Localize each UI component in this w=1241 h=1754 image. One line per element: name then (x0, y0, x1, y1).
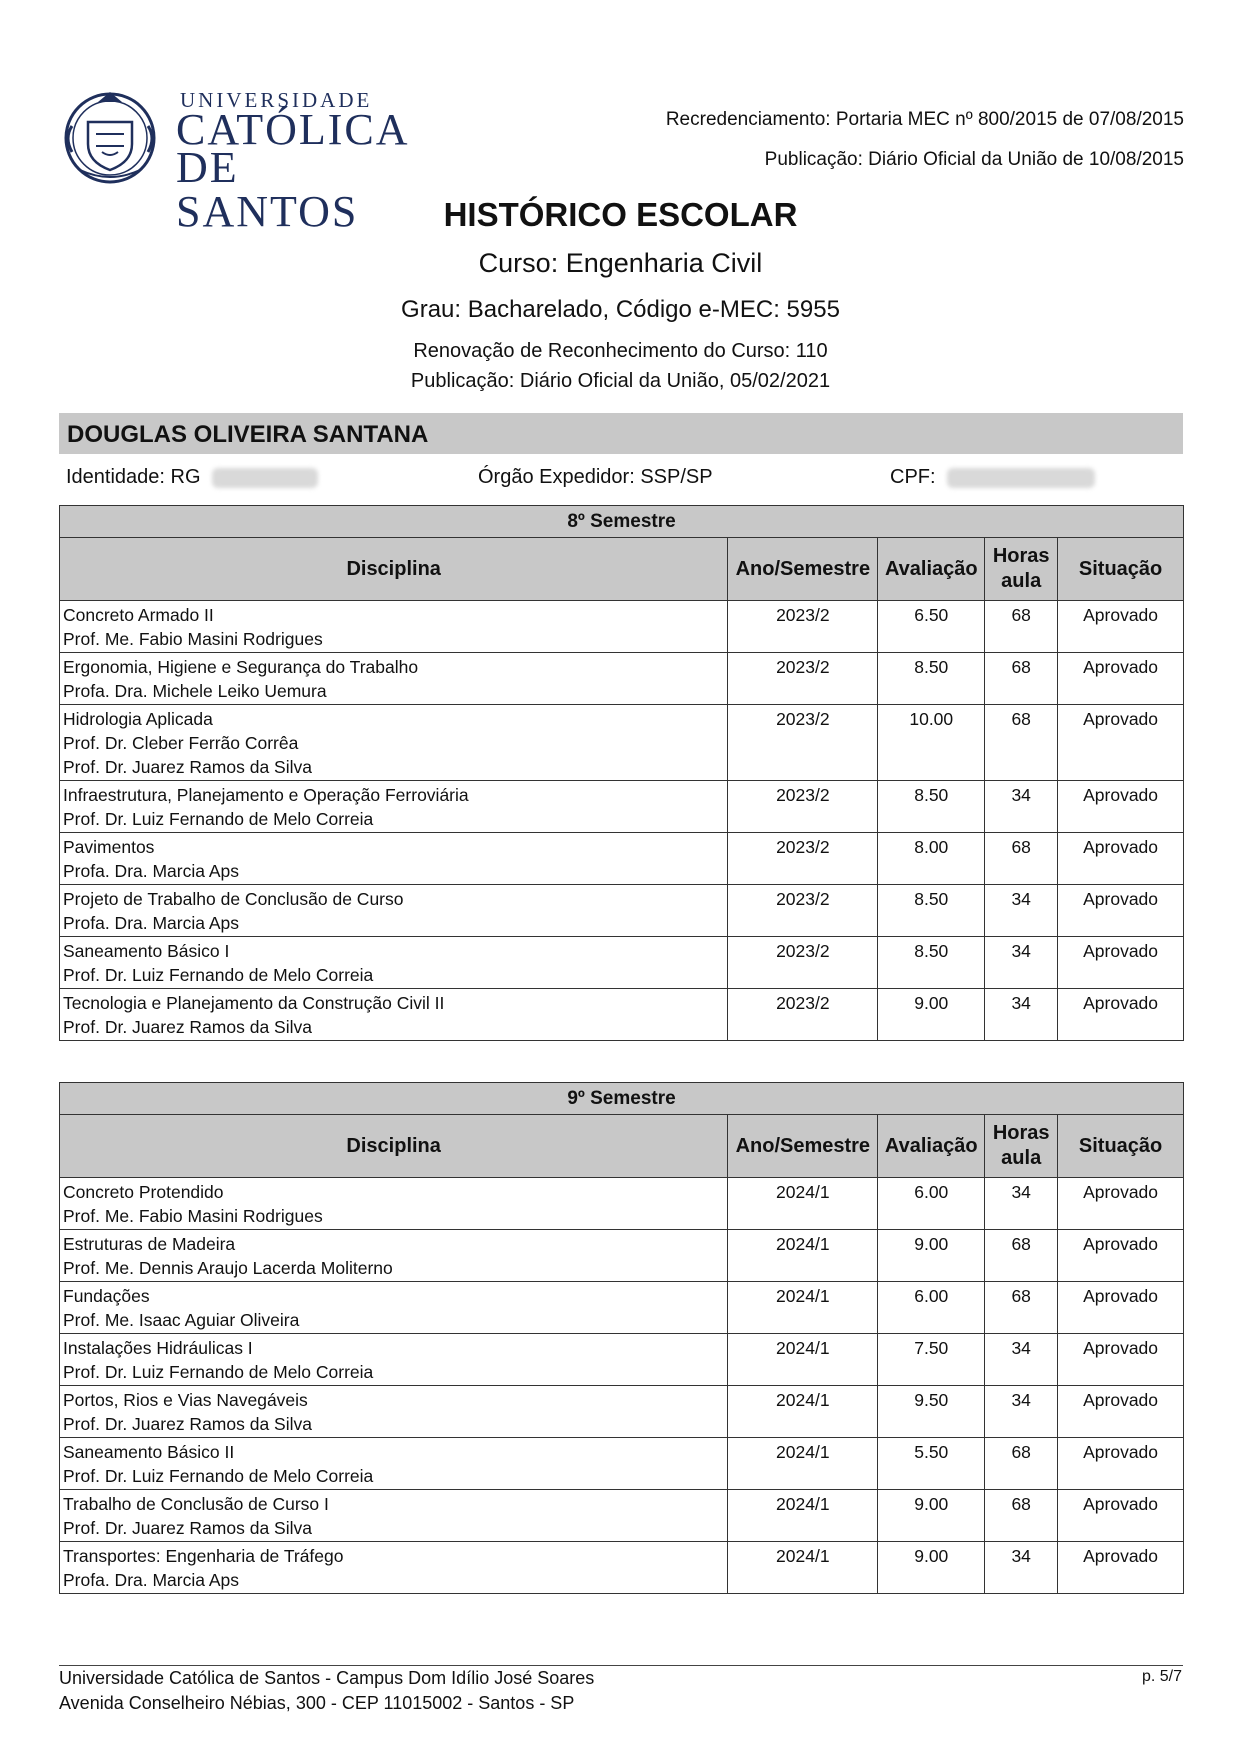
ano-semestre-cell: 2023/2 (728, 705, 878, 781)
professor-name: Prof. Dr. Luiz Fernando de Melo Correia (63, 965, 374, 985)
professor-name: Prof. Me. Fabio Masini Rodrigues (63, 1206, 323, 1226)
horas-aula-cell: 68 (985, 1438, 1058, 1490)
disciplina-cell (60, 1438, 728, 1490)
table-row (60, 601, 1184, 653)
disciplina-name: Saneamento Básico I (63, 941, 230, 961)
horas-aula-cell: 34 (985, 989, 1058, 1041)
table-row (60, 781, 1184, 833)
column-header-horas-aula: Horas aula (985, 1115, 1058, 1178)
horas-aula-cell: 68 (985, 1490, 1058, 1542)
ano-semestre-cell: 2024/1 (728, 1230, 878, 1282)
ano-semestre-cell: 2024/1 (728, 1490, 878, 1542)
professor-name: Profa. Dra. Marcia Aps (63, 913, 240, 933)
table-row (60, 885, 1184, 937)
logo-text-line2: CATÓLICA (176, 105, 410, 154)
table-row (60, 1334, 1184, 1386)
disciplina-cell (60, 781, 728, 833)
column-header-avaliacao: Avaliação (878, 538, 985, 601)
situacao-cell: Aprovado (1058, 1334, 1184, 1386)
ano-semestre-cell: 2024/1 (728, 1438, 878, 1490)
disciplina-cell (60, 1490, 728, 1542)
ano-semestre-cell: 2023/2 (728, 937, 878, 989)
disciplina-cell (60, 601, 728, 653)
situacao-cell: Aprovado (1058, 937, 1184, 989)
horas-aula-cell: 68 (985, 601, 1058, 653)
horas-aula-cell: 68 (985, 833, 1058, 885)
avaliacao-cell: 8.50 (878, 653, 985, 705)
horas-aula-cell: 68 (985, 1282, 1058, 1334)
situacao-cell: Aprovado (1058, 601, 1184, 653)
footer-campus: Universidade Católica de Santos - Campus Dom Idílio José Soares (59, 1668, 595, 1688)
semester-rows (60, 1178, 1184, 1594)
disciplina-cell (60, 937, 728, 989)
disciplina-cell (60, 885, 728, 937)
horas-aula-cell: 34 (985, 1334, 1058, 1386)
table-row (60, 1230, 1184, 1282)
table-row (60, 1490, 1184, 1542)
ano-semestre-cell: 2024/1 (728, 1542, 878, 1594)
avaliacao-cell: 5.50 (878, 1438, 985, 1490)
semester-title: 9º Semestre (60, 1083, 1184, 1115)
professor-name: Prof. Me. Fabio Masini Rodrigues (63, 629, 323, 649)
professor-name: Prof. Dr. Juarez Ramos da Silva (63, 1518, 312, 1538)
column-header-avaliacao: Avaliação (878, 1115, 985, 1178)
ano-semestre-cell: 2023/2 (728, 989, 878, 1041)
footer-divider (59, 1665, 1183, 1666)
situacao-cell: Aprovado (1058, 1230, 1184, 1282)
avaliacao-cell: 9.00 (878, 1230, 985, 1282)
ano-semestre-cell: 2023/2 (728, 653, 878, 705)
disciplina-cell (60, 1230, 728, 1282)
ano-semestre-cell: 2023/2 (728, 781, 878, 833)
disciplina-name: Fundações (63, 1286, 150, 1306)
student-name-bar (59, 413, 1183, 454)
professor-name: Prof. Dr. Luiz Fernando de Melo Correia (63, 1466, 374, 1486)
page-title: HISTÓRICO ESCOLAR (443, 196, 798, 233)
horas-aula-cell: 34 (985, 1542, 1058, 1594)
table-row (60, 937, 1184, 989)
publicacao-text: Publicação: Diário Oficial da União de 10/08/2015 (764, 149, 1184, 170)
course-publication-info: Publicação: Diário Oficial da União, 05/02/2021 (410, 370, 831, 392)
student-name: DOUGLAS OLIVEIRA SANTANA (67, 421, 429, 448)
avaliacao-cell: 9.00 (878, 1490, 985, 1542)
professor-name: Profa. Dra. Marcia Aps (63, 1570, 240, 1590)
disciplina-cell (60, 1178, 728, 1230)
situacao-cell: Aprovado (1058, 653, 1184, 705)
table-row (60, 653, 1184, 705)
orgao-expedidor-field: Órgão Expedidor: SSP/SP (478, 466, 713, 488)
table-row (60, 1282, 1184, 1334)
column-header-ano-semestre: Ano/Semestre (728, 538, 878, 601)
ano-semestre-cell: 2024/1 (728, 1282, 878, 1334)
disciplina-name: Hidrologia Aplicada (63, 709, 213, 729)
horas-aula-cell: 34 (985, 781, 1058, 833)
course-name: Curso: Engenharia Civil (478, 248, 763, 278)
avaliacao-cell: 8.00 (878, 833, 985, 885)
ano-semestre-cell: 2023/2 (728, 601, 878, 653)
avaliacao-cell: 8.50 (878, 781, 985, 833)
semester-table (59, 1082, 1184, 1594)
situacao-cell: Aprovado (1058, 781, 1184, 833)
table-row (60, 1386, 1184, 1438)
situacao-cell: Aprovado (1058, 885, 1184, 937)
avaliacao-cell: 9.00 (878, 1542, 985, 1594)
disciplina-cell (60, 989, 728, 1041)
footer-address: Avenida Conselheiro Nébias, 300 - CEP 11015002 - Santos - SP (59, 1693, 575, 1713)
horas-aula-cell: 34 (985, 937, 1058, 989)
cpf-label: CPF: (890, 466, 936, 488)
disciplina-cell (60, 1542, 728, 1594)
avaliacao-cell: 6.00 (878, 1282, 985, 1334)
situacao-cell: Aprovado (1058, 833, 1184, 885)
disciplina-name: Saneamento Básico II (63, 1442, 235, 1462)
university-logo (58, 86, 418, 236)
ano-semestre-cell: 2023/2 (728, 833, 878, 885)
cpf-field (890, 466, 1095, 489)
professor-name: Prof. Dr. Cleber Ferrão Corrêa (63, 733, 299, 753)
horas-aula-cell: 68 (985, 705, 1058, 781)
table-row (60, 1438, 1184, 1490)
page-number: p. 5/7 (1141, 1668, 1182, 1685)
professor-name: Prof. Me. Isaac Aguiar Oliveira (63, 1310, 300, 1330)
disciplina-name: Concreto Protendido (63, 1182, 224, 1202)
disciplina-name: Portos, Rios e Vias Navegáveis (63, 1390, 308, 1410)
disciplina-cell (60, 705, 728, 781)
column-header-horas-aula: Horas aula (985, 538, 1058, 601)
avaliacao-cell: 6.50 (878, 601, 985, 653)
situacao-cell: Aprovado (1058, 705, 1184, 781)
semester-table (59, 505, 1184, 1041)
disciplina-name: Infraestrutura, Planejamento e Operação Ferroviária (63, 785, 469, 805)
logo-text-line3: DE SANTOS (176, 143, 359, 236)
column-header-ano-semestre: Ano/Semestre (728, 1115, 878, 1178)
disciplina-name: Instalações Hidráulicas I (63, 1338, 253, 1358)
situacao-cell: Aprovado (1058, 1490, 1184, 1542)
professor-name: Prof. Dr. Juarez Ramos da Silva (63, 1414, 312, 1434)
professor-name: Profa. Dra. Michele Leiko Uemura (63, 681, 327, 701)
disciplina-name: Tecnologia e Planejamento da Construção Civil II (63, 993, 445, 1013)
disciplina-name: Pavimentos (63, 837, 155, 857)
university-seal-icon (58, 86, 168, 186)
column-header-disciplina: Disciplina (60, 538, 728, 601)
column-header-disciplina: Disciplina (60, 1115, 728, 1178)
situacao-cell: Aprovado (1058, 1542, 1184, 1594)
avaliacao-cell: 8.50 (878, 885, 985, 937)
disciplina-name: Estruturas de Madeira (63, 1234, 236, 1254)
professor-name: Profa. Dra. Marcia Aps (63, 861, 240, 881)
horas-aula-cell: 34 (985, 885, 1058, 937)
avaliacao-cell: 8.50 (878, 937, 985, 989)
disciplina-name: Trabalho de Conclusão de Curso I (63, 1494, 329, 1514)
semester-title: 8º Semestre (60, 506, 1184, 538)
situacao-cell: Aprovado (1058, 989, 1184, 1041)
ano-semestre-cell: 2024/1 (728, 1334, 878, 1386)
column-header-situacao: Situação (1058, 538, 1184, 601)
disciplina-cell (60, 833, 728, 885)
identity-label: Identidade: RG (66, 466, 201, 488)
horas-aula-cell: 68 (985, 1230, 1058, 1282)
table-row (60, 1178, 1184, 1230)
column-header-situacao: Situação (1058, 1115, 1184, 1178)
ano-semestre-cell: 2024/1 (728, 1178, 878, 1230)
avaliacao-cell: 10.00 (878, 705, 985, 781)
disciplina-cell (60, 1386, 728, 1438)
table-row (60, 833, 1184, 885)
table-row (60, 1542, 1184, 1594)
professor-name: Prof. Dr. Luiz Fernando de Melo Correia (63, 1362, 374, 1382)
degree-info: Grau: Bacharelado, Código e-MEC: 5955 (401, 296, 840, 323)
disciplina-cell (60, 653, 728, 705)
avaliacao-cell: 6.00 (878, 1178, 985, 1230)
disciplina-cell (60, 1334, 728, 1386)
table-row (60, 705, 1184, 781)
horas-aula-cell: 34 (985, 1178, 1058, 1230)
disciplina-name: Transportes: Engenharia de Tráfego (63, 1546, 344, 1566)
redacted-cpf (947, 468, 1095, 488)
professor-name: Prof. Dr. Juarez Ramos da Silva (63, 757, 312, 777)
avaliacao-cell: 7.50 (878, 1334, 985, 1386)
horas-aula-cell: 68 (985, 653, 1058, 705)
ano-semestre-cell: 2024/1 (728, 1386, 878, 1438)
situacao-cell: Aprovado (1058, 1438, 1184, 1490)
logo-text-line1: UNIVERSIDADE (180, 88, 373, 112)
situacao-cell: Aprovado (1058, 1386, 1184, 1438)
redacted-rg (212, 468, 318, 488)
professor-name: Prof. Me. Dennis Araujo Lacerda Moliterno (63, 1258, 393, 1278)
semester-rows (60, 601, 1184, 1041)
situacao-cell: Aprovado (1058, 1282, 1184, 1334)
identity-field (66, 466, 318, 489)
disciplina-name: Ergonomia, Higiene e Segurança do Trabalho (63, 657, 419, 677)
professor-name: Prof. Dr. Juarez Ramos da Silva (63, 1017, 312, 1037)
situacao-cell: Aprovado (1058, 1178, 1184, 1230)
table-row (60, 989, 1184, 1041)
avaliacao-cell: 9.50 (878, 1386, 985, 1438)
recredenciamento-text: Recredenciamento: Portaria MEC nº 800/2015 de 07/08/2015 (665, 109, 1184, 130)
avaliacao-cell: 9.00 (878, 989, 985, 1041)
disciplina-name: Projeto de Trabalho de Conclusão de Curso (63, 889, 404, 909)
renewal-info: Renovação de Reconhecimento do Curso: 110 (413, 340, 828, 362)
horas-aula-cell: 34 (985, 1386, 1058, 1438)
disciplina-name: Concreto Armado II (63, 605, 214, 625)
ano-semestre-cell: 2023/2 (728, 885, 878, 937)
professor-name: Prof. Dr. Luiz Fernando de Melo Correia (63, 809, 374, 829)
disciplina-cell (60, 1282, 728, 1334)
